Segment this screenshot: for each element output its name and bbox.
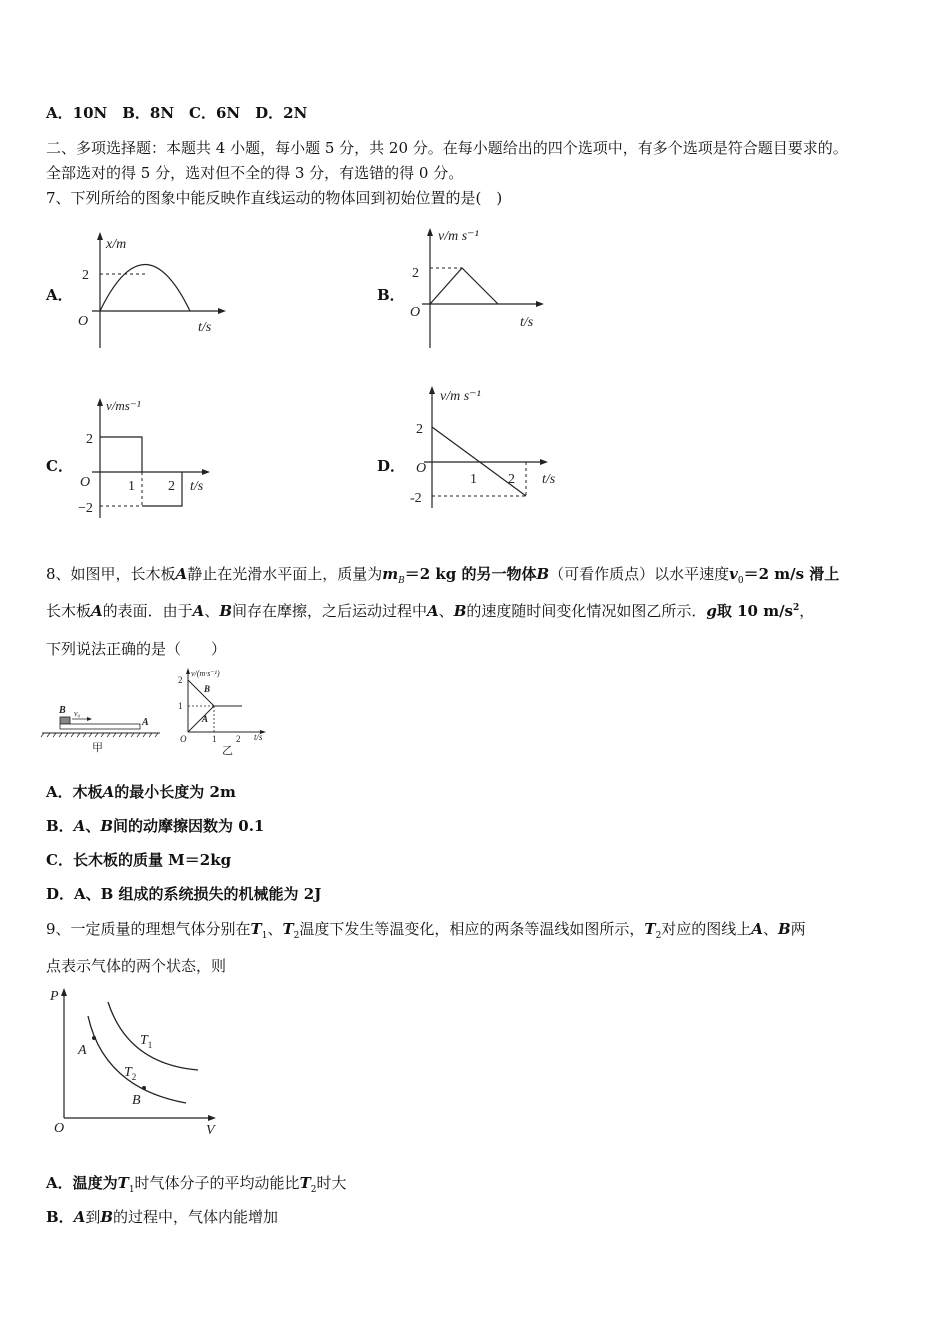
q8-stem-line1: 8、如图甲，长木板A静止在光滑水平面上，质量为$m_B=2$ kg 的另一物体B（可看作质点）以水平速度$v_0=2$ m/s 滑上 (46, 565, 840, 586)
pv-point-a (92, 1036, 96, 1040)
graph-b-origin: O (410, 305, 421, 320)
q8-stem-line3: 下列说法正确的是（ ） (46, 640, 227, 658)
q9-option-b: B．A到B的过程中，气体内能增加 (46, 1208, 279, 1226)
pv-curve-t2-label: $T_2$ (124, 1065, 137, 1082)
q9-option-a: A．温度为$T_1$时气体分子的平均动能比$T_2$时大 (46, 1174, 347, 1195)
graph-d-ytick-neg: -2 (410, 491, 422, 506)
graph-a-y-arrow (97, 232, 103, 240)
jia-board-a (60, 724, 140, 729)
graph-a-ylabel: x/m (106, 237, 127, 252)
graph-d-y-arrow (429, 386, 435, 394)
jia-label-a: A (142, 717, 149, 728)
graph-b-x-arrow (536, 301, 544, 307)
graph-d-x-arrow (540, 459, 548, 465)
q9-pv-graph (46, 984, 226, 1138)
graph-a-x-arrow (218, 308, 226, 314)
pv-y-arrow (61, 988, 67, 996)
q8-option-b: B．A、B间的动摩擦因数为 0.1 (46, 817, 265, 835)
pv-point-a-label: A (78, 1043, 87, 1058)
graph-b-line (430, 268, 498, 304)
yi-label-b: B (204, 684, 211, 694)
q8-fig-yi (170, 664, 280, 756)
pv-point-b (142, 1086, 146, 1090)
graph-b-y-arrow (427, 228, 433, 236)
q8-option-d: D．A、B 组成的系统损失的机械能为 2J (46, 885, 322, 903)
q7-graph-b (400, 224, 560, 354)
q8-option-a: A．木板A的最小长度为 2m (46, 783, 236, 801)
graph-c-ytick-neg: −2 (78, 501, 93, 516)
pv-curve-t1-label: $T_1$ (140, 1033, 153, 1050)
q7-graph-a (70, 228, 230, 353)
yi-y1: 1 (178, 701, 183, 711)
graph-b-xlabel: t/s (520, 315, 534, 330)
graph-d-origin: O (416, 461, 427, 476)
graph-d-xtick-1: 1 (470, 472, 477, 487)
yi-xlabel: t/s (254, 732, 263, 742)
q7-label-b: B． (377, 286, 405, 304)
graph-c-xlabel: t/s (190, 479, 204, 494)
q8-option-c: C．长木板的质量 M＝2kg (46, 851, 232, 869)
q8-stem-line2: 长木板A的表面．由于A、B间存在摩擦，之后运动过程中A、B的速度随时间变化情况如图乙所示．g取 10 $m/s^2$， (46, 602, 815, 620)
pv-xlabel: V (206, 1123, 215, 1138)
graph-d-xtick-2: 2 (508, 472, 515, 487)
pv-curve-t2 (88, 1016, 186, 1103)
graph-c-ylabel: v/ms⁻¹ (106, 398, 141, 413)
graph-b-ytick: 2 (412, 266, 419, 281)
graph-a-curve (100, 265, 190, 312)
jia-caption: 甲 (92, 742, 103, 754)
graph-a-ytick: 2 (82, 268, 89, 283)
yi-x1: 1 (212, 734, 217, 744)
q9-stem-line1: 9、一定质量的理想气体分别在$T_1$、$T_2$温度下发生等温变化，相应的两条等温线如图所示，$T_2$对应的图线上A、B两 (46, 920, 806, 941)
yi-x2: 2 (236, 734, 241, 744)
yi-origin: O (180, 734, 187, 744)
pv-curve-t1 (108, 1002, 198, 1070)
yi-ylabel: v/(m·s⁻¹) (191, 669, 220, 678)
q9-stem-line2: 点表示气体的两个状态，则 (46, 957, 227, 975)
graph-a-xlabel: t/s (198, 320, 212, 335)
yi-line-a (188, 706, 214, 732)
section2-heading-line1: 二、多项选择题：本题共 4 小题，每小题 5 分，共 20 分。在每小题给出的四个选项中，有多个选项是符合题目要求的。 (46, 139, 848, 157)
q7-stem: 7、下列所给的图象中能反映作直线运动的物体回到初始位置的是( ) (46, 189, 503, 207)
pv-origin: O (54, 1121, 65, 1136)
q6-options: A．10N B．8N C．6N D．2N (46, 104, 308, 122)
yi-line-b (188, 680, 242, 706)
yi-y2: 2 (178, 675, 183, 685)
graph-c-ytick-pos: 2 (86, 432, 93, 447)
jia-label-v0: v₀ (74, 709, 81, 718)
yi-label-a: A (202, 714, 209, 724)
graph-d-ytick-pos: 2 (416, 422, 423, 437)
q7-label-a: A． (46, 286, 73, 304)
jia-ground-hatch (41, 733, 158, 737)
yi-y-arrow (186, 668, 190, 674)
jia-label-b: B (59, 705, 66, 716)
pv-point-b-label: B (132, 1093, 141, 1108)
graph-b-ylabel: v/m s⁻¹ (438, 229, 479, 244)
graph-c-xtick-2: 2 (168, 479, 175, 494)
graph-c-y-arrow (97, 398, 103, 406)
graph-c-x-arrow (202, 469, 210, 475)
q7-label-d: D． (377, 457, 406, 475)
pv-ylabel: P (50, 989, 59, 1004)
graph-c-xtick-1: 1 (128, 479, 135, 494)
graph-d-xlabel: t/s (542, 472, 556, 487)
graph-c-lower-step (142, 472, 182, 506)
q7-label-c: C． (46, 457, 73, 475)
jia-block-b (60, 717, 70, 724)
pv-x-arrow (208, 1115, 216, 1121)
q7-graph-d (400, 384, 580, 514)
graph-d-ylabel: v/m s⁻¹ (440, 389, 481, 404)
graph-c-upper-step (100, 437, 142, 472)
section2-heading-line2: 全部选对的得 5 分，选对但不全的得 3 分，有选错的得 0 分。 (46, 164, 464, 182)
yi-caption: 乙 (222, 745, 233, 757)
graph-a-origin: O (78, 314, 89, 329)
q7-graph-c (70, 394, 230, 524)
q8-fig-jia (42, 700, 167, 760)
graph-c-origin: O (80, 475, 91, 490)
jia-velocity-arrowhead (87, 717, 92, 721)
